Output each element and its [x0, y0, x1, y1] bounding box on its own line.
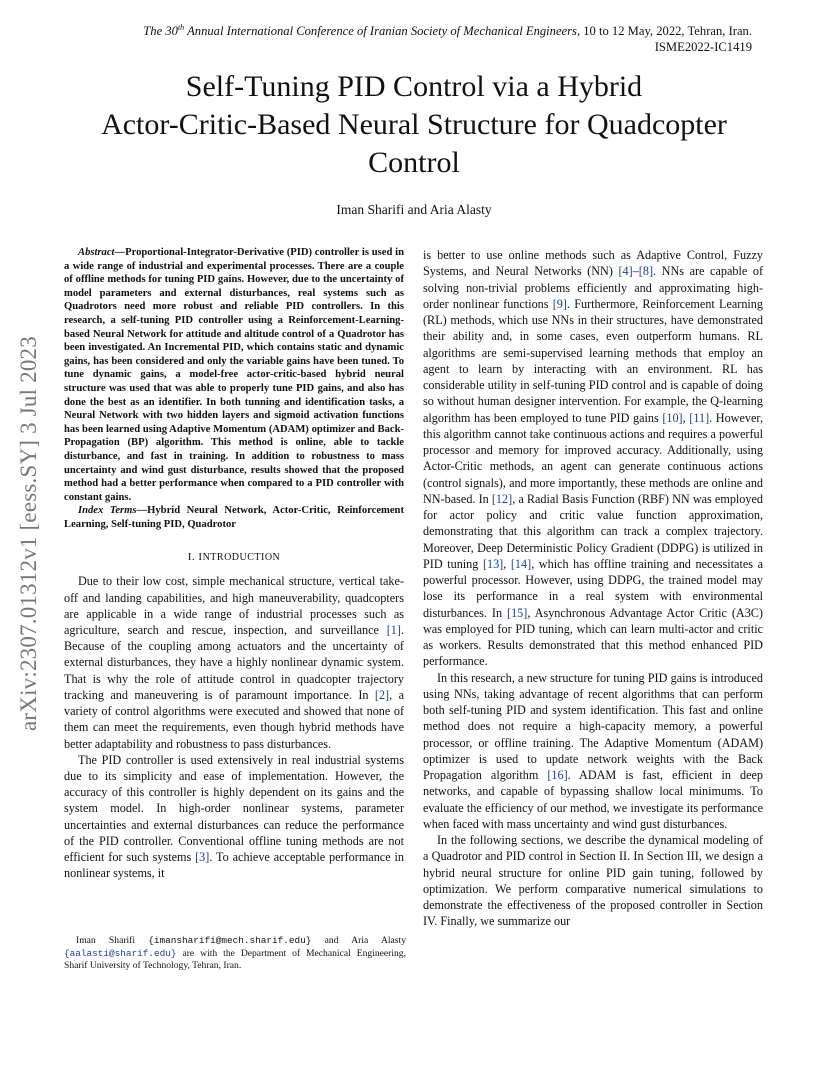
text-run: ,	[503, 556, 511, 571]
conference-rest: Annual International Conference of Iranian Society of Mechanical Engineers,	[184, 24, 581, 39]
text-run: . Furthermore, Reinforcement Learning (RL) methods, which use NNs in their structures, have demonstrated their ability and, in some cases, even outperform humans. RL algorithms are semi-supervised learning methods that employ an agent to learn by interacting with an environment. RL has considerable utility in self-tuning PID control and is capable of doing so without human designer intervention. For example, the Q-learning algorithm has been employed to tune PID gains	[423, 296, 763, 425]
section-initial: I	[198, 551, 203, 564]
abstract-text: —Proportional-Integrator-Derivative (PID) controller is used in a wide range of industrial and experimental processes. There are a couple of offline methods for tuning PID gains. However, due to the uncertainty of model parameters and external disturbances, real systems such as Quadrotors need more robust and reliable PID controllers. In this research, a self-tuning PID controller using a Reinforcement-Learning-based Neural Network for attitude and altitude control of a Quadrotor has been investigated. An Incremental PID, which contains static and dynamic gains, has been considered and only the variable gains have been tuned. To tune dynamic gains, a model-free actor-critic-based hybrid neural structure was used that was able to properly tune PID gains, and also has done the best as an identifier. In both tunning and identification tasks, a Neural Network with two hidden layers and sigmoid activation functions has been learned using Adaptive Momentum (ADAM) optimizer and Back-Propagation (BP) algorithm. This method is online, able to tackle disturbance, and fast in training. In addition to robustness to mass uncertainty and wind gust disturbance, results showed that the proposed method had a better performance when compared to a PID controller with constant gains.	[64, 247, 404, 503]
paper-title	[40, 68, 788, 182]
text-run: The PID controller is used extensively in real industrial systems due to its simplicity and ease of implementation. However, the accuracy of this controller is highly dependent on its gains and the system model. In high-order nonlinear systems, parameter uncertainties and external disturbances can reduce the performance of the PID controller. Conventional offline tuning methods are not efficient for such systems	[64, 752, 404, 864]
text-run: , a variety of control algorithms were executed and showed that none of them can meet the requirements, even though hybrid methods have better adaptability and robustness to pass disturbances.	[64, 687, 404, 751]
index-terms	[64, 504, 404, 531]
text-run: , which has offline training and necessitates a powerful processor. However, using DDPG, the trained model may lose its performance in a real system with environmental disturbances. In	[423, 556, 763, 620]
index-terms-lead: Index Terms	[78, 505, 137, 517]
text-run: In this research, a new structure for tuning PID gains is introduced using NNs, taking advantage of recent algorithms that can perform both self-tuning PID and system identification. This fast and online method does not require a high-capacity memory, a powerful processor, or offline training. The Adaptive Momentum (ADAM) optimizer is used to update network weights with the Back Propagation algorithm	[423, 670, 763, 782]
arxiv-stamp: arXiv:2307.01312v1 [eess.SY] 3 Jul 2023	[16, 336, 41, 732]
section-heading-introduction	[64, 551, 404, 563]
citation-link[interactable]: [1]	[386, 623, 401, 638]
intro-paragraph-5: In the following sections, we describe the dynamical modeling of a Quadrotor and PID control in Section II. In Section III, we design a hybrid neural structure for online PID gain tuning, followed by optimization. We perform comparative numerical simulations to demonstrate the effectiveness of the proposed controller in Section IV. Finally, we summarize our	[423, 833, 763, 929]
footnote-text: and Aria Alasty	[311, 935, 406, 946]
title-line-3: Control	[368, 146, 460, 179]
index-terms-text: —Hybrid Neural Network, Actor-Critic, Reinforcement Learning, Self-tuning PID, Quadrotor	[64, 505, 404, 530]
text-run: . To achieve acceptable performance in nonlinear systems, it	[64, 849, 404, 881]
text-run: –	[632, 264, 639, 279]
text-run: . NNs are capable of solving non-trivial problems efficiently and approximating high-order nonlinear functions	[423, 264, 763, 311]
text-run: , a Radial Basis Function (RBF) NN was employed for actor policy and critic value function approximation, demonstrating that this algorithm can track a complex trajectory. Moreover, Deep Deterministic Policy Gradient (DDPG) is utilized in PID tuning	[423, 491, 763, 571]
intro-paragraph-3	[423, 247, 763, 670]
citation-link[interactable]: [10]	[662, 410, 683, 425]
citation-link[interactable]: [3]	[195, 849, 210, 864]
email-1: {imansharifi@mech.sharif.edu}	[148, 935, 312, 946]
conference-line	[80, 20, 752, 39]
text-run: . Because of the coupling among actuators and the uncertainty of external disturbances, they have a highly nonlinear dynamic system. That is why the role of attitude control in quadcopter trajectory tracking and maneuvering is of paramount importance. In	[64, 623, 404, 702]
citation-link[interactable]: [2]	[374, 687, 390, 702]
citation-link[interactable]: [15]	[507, 605, 528, 620]
abstract-lead: Abstract	[78, 247, 115, 258]
email-2[interactable]: {aalasti@sharif.edu}	[64, 947, 177, 959]
citation-link[interactable]: [8]	[638, 264, 654, 279]
conference-header	[80, 20, 752, 55]
footnote-text: Iman Sharifi	[76, 935, 149, 946]
citation-link[interactable]: [4]	[618, 264, 633, 279]
text-run: is better to use online methods such as Adaptive Control, Fuzzy Systems, and Neural Networks (NN)	[423, 248, 763, 279]
right-column	[423, 247, 763, 930]
abstract	[64, 246, 404, 504]
footnote-text: are with the Department of Mechanical Engineering, Sharif University of Technology, Tehran, Iran.	[64, 947, 406, 971]
conference-dates: 10 to 12 May, 2022, Tehran, Iran.	[580, 24, 752, 39]
citation-link[interactable]: [12]	[491, 491, 513, 506]
intro-paragraph-4	[423, 670, 763, 833]
intro-paragraph-1	[64, 573, 404, 751]
citation-link[interactable]: [14]	[510, 556, 532, 571]
text-run: . ADAM is fast, efficient in deep networks, and capable of bypassing shallow local minimums. To evaluate the efficiency of our method, we investigate its performance when faced with mass uncertainty and wind gust disturbances.	[423, 768, 763, 831]
text-run: , Asynchronous Advantage Actor Critic (A3C) was employed for PID tuning, which can learn multi-actor and critic as workers. Results demonstrated that this method enhanced PID performance.	[423, 605, 763, 669]
authors: Iman Sharifi and Aria Alasty	[336, 202, 492, 217]
left-column	[64, 246, 404, 881]
citation-link[interactable]: [13]	[482, 556, 504, 571]
intro-paragraph-2	[64, 752, 404, 882]
title-line-2: Actor-Critic-Based Neural Structure for Quadcopter	[101, 108, 727, 141]
citation-link[interactable]: [11]	[689, 410, 710, 425]
conference-sup: th	[177, 23, 185, 32]
conference-prefix: The 30	[143, 24, 178, 39]
citation-link[interactable]: [16]	[547, 768, 568, 782]
author-footnote	[64, 935, 406, 973]
section-number: I.	[187, 551, 199, 564]
section-title-rest: NTRODUCTION	[202, 552, 281, 564]
text-run: . However, this algorithm cannot take continuous actions and requires a powerful processor and memory for improved accuracy. Additionally, using Actor-Critic methods, an agent can generate continuous actions (control signals), and more importantly, these methods are online and NN-based. In	[423, 410, 764, 506]
citation-link[interactable]: [9]	[552, 296, 567, 311]
title-line-1: Self-Tuning PID Control via a Hybrid	[185, 70, 643, 103]
text-run: Due to their low cost, simple mechanical structure, vertical take-off and landing capabilities, and high maneuverability, quadcopters are applicable in a wide range of industrial processes such as agriculture, search and rescue, inspection, and surveillance	[64, 574, 404, 638]
paper-id: ISME2022-IC1419	[654, 40, 752, 55]
text-run: ,	[682, 410, 690, 425]
